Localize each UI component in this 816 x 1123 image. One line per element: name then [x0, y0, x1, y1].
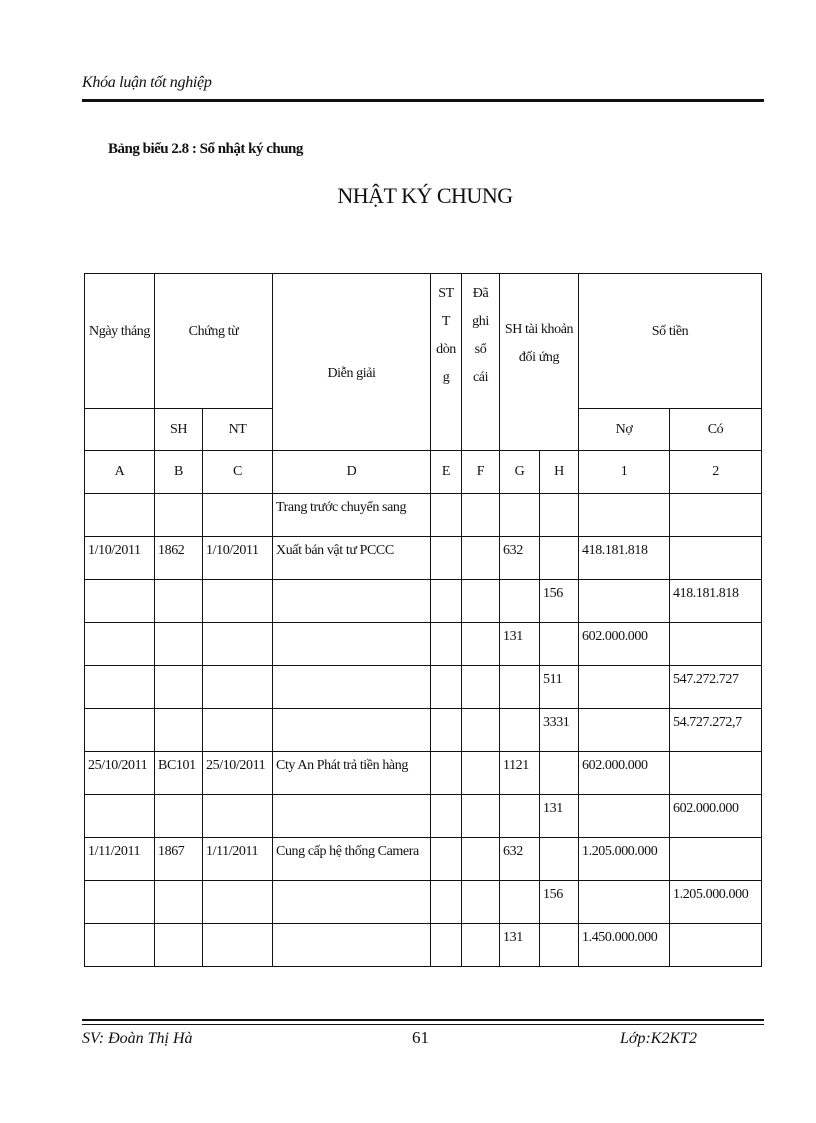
cell-description	[273, 924, 431, 967]
journal-row	[85, 709, 762, 752]
cell-account-credit: 156	[540, 881, 579, 924]
cell-account-debit	[500, 494, 540, 537]
cell-posted	[462, 580, 500, 623]
cell-doc-number	[155, 666, 203, 709]
cell-amount-debit	[579, 709, 670, 752]
header-da-ghi-line: sổ	[474, 342, 487, 357]
cell-amount-credit	[670, 537, 762, 580]
cell-doc-number	[155, 795, 203, 838]
column-code: 2	[670, 451, 762, 494]
cell-line-no	[431, 795, 462, 838]
journal-row	[85, 924, 762, 967]
cell-doc-number	[155, 881, 203, 924]
cell-account-credit: 131	[540, 795, 579, 838]
column-code: F	[462, 451, 500, 494]
cell-doc-number	[155, 709, 203, 752]
cell-doc-date	[203, 795, 273, 838]
journal-row	[85, 752, 762, 795]
header-ngay-thang-label: Ngày tháng	[89, 324, 150, 339]
cell-doc-date: 1/10/2011	[203, 537, 273, 580]
column-code: A	[85, 451, 155, 494]
footer-student: SV: Đoàn Thị Hà	[82, 1030, 193, 1047]
cell-amount-credit	[670, 924, 762, 967]
header-sh-tai-khoan-line: đối ứng	[518, 350, 560, 365]
cell-line-no	[431, 537, 462, 580]
journal-row	[85, 580, 762, 623]
column-code: C	[203, 451, 273, 494]
header-blank-cell	[85, 409, 155, 451]
cell-date	[85, 623, 155, 666]
header-sh-tai-khoan	[500, 274, 579, 451]
cell-amount-credit	[670, 752, 762, 795]
header-da-ghi-line: cái	[472, 370, 489, 385]
header-row-1	[85, 274, 762, 409]
cell-date	[85, 666, 155, 709]
cell-amount-debit: 602.000.000	[579, 623, 670, 666]
running-header: Khóa luận tốt nghiệp	[82, 74, 212, 91]
cell-amount-credit: 602.000.000	[670, 795, 762, 838]
header-dien-giai	[273, 274, 431, 451]
header-nt: NT	[203, 409, 273, 451]
journal-title: NHẬT KÝ CHUNG	[337, 183, 513, 208]
header-co: Có	[670, 409, 762, 451]
cell-line-no	[431, 752, 462, 795]
cell-description	[273, 709, 431, 752]
cell-doc-date: 25/10/2011	[203, 752, 273, 795]
cell-line-no	[431, 666, 462, 709]
cell-amount-debit	[579, 795, 670, 838]
cell-doc-date: 1/11/2011	[203, 838, 273, 881]
cell-amount-debit	[579, 494, 670, 537]
cell-account-credit: 511	[540, 666, 579, 709]
footer-class: Lớp:K2KT2	[620, 1030, 698, 1047]
cell-doc-date	[203, 881, 273, 924]
journal-row	[85, 838, 762, 881]
header-da-ghi-line: Đã	[472, 286, 489, 301]
cell-doc-date	[203, 580, 273, 623]
cell-posted	[462, 666, 500, 709]
column-code: H	[540, 451, 579, 494]
cell-doc-date	[203, 623, 273, 666]
cell-amount-credit	[670, 838, 762, 881]
cell-posted	[462, 537, 500, 580]
cell-description: Cung cấp hệ thống Camera	[273, 838, 431, 881]
journal-table	[84, 273, 762, 967]
cell-account-credit: 156	[540, 580, 579, 623]
cell-description	[273, 623, 431, 666]
header-no: Nợ	[579, 409, 670, 451]
header-sh-tai-khoan-line: SH tài khoản	[504, 322, 574, 337]
cell-date: 25/10/2011	[85, 752, 155, 795]
cell-doc-date	[203, 709, 273, 752]
journal-row	[85, 537, 762, 580]
header-stt-line: dòn	[436, 342, 456, 357]
cell-account-debit	[500, 881, 540, 924]
cell-doc-number: 1867	[155, 838, 203, 881]
cell-amount-credit	[670, 494, 762, 537]
cell-description	[273, 881, 431, 924]
cell-account-credit	[540, 494, 579, 537]
column-code: B	[155, 451, 203, 494]
header-so-tien-label: Số tiền	[651, 324, 689, 339]
cell-account-debit: 1121	[500, 752, 540, 795]
cell-amount-debit: 1.205.000.000	[579, 838, 670, 881]
column-code: E	[431, 451, 462, 494]
cell-date	[85, 795, 155, 838]
cell-amount-credit	[670, 623, 762, 666]
cell-description	[273, 795, 431, 838]
cell-date: 1/10/2011	[85, 537, 155, 580]
cell-account-credit	[540, 924, 579, 967]
cell-amount-credit: 1.205.000.000	[670, 881, 762, 924]
cell-doc-number: BC101	[155, 752, 203, 795]
cell-amount-credit: 418.181.818	[670, 580, 762, 623]
cell-date	[85, 580, 155, 623]
cell-posted	[462, 881, 500, 924]
cell-posted	[462, 838, 500, 881]
cell-account-debit: 632	[500, 838, 540, 881]
cell-line-no	[431, 924, 462, 967]
cell-posted	[462, 623, 500, 666]
page-number: 61	[412, 1028, 429, 1047]
cell-posted	[462, 494, 500, 537]
header-chung-tu-label: Chứng từ	[188, 324, 239, 339]
journal-body	[85, 494, 762, 967]
cell-date	[85, 924, 155, 967]
cell-account-debit: 131	[500, 623, 540, 666]
cell-line-no	[431, 709, 462, 752]
journal-row	[85, 881, 762, 924]
cell-account-credit	[540, 838, 579, 881]
cell-date: 1/11/2011	[85, 838, 155, 881]
cell-posted	[462, 709, 500, 752]
cell-description	[273, 580, 431, 623]
cell-amount-debit: 602.000.000	[579, 752, 670, 795]
cell-account-credit	[540, 623, 579, 666]
cell-doc-number	[155, 623, 203, 666]
cell-posted	[462, 924, 500, 967]
cell-description: Cty An Phát trả tiền hàng	[273, 752, 431, 795]
cell-doc-number: 1862	[155, 537, 203, 580]
cell-line-no	[431, 838, 462, 881]
cell-posted	[462, 752, 500, 795]
cell-description: Trang trước chuyển sang	[273, 494, 431, 537]
footer-rule-thin	[82, 1024, 764, 1025]
cell-doc-date	[203, 924, 273, 967]
cell-account-debit	[500, 666, 540, 709]
header-rule	[82, 99, 764, 102]
cell-line-no	[431, 494, 462, 537]
header-da-ghi-line: ghi	[472, 314, 489, 329]
cell-doc-number	[155, 924, 203, 967]
cell-account-debit: 131	[500, 924, 540, 967]
cell-line-no	[431, 623, 462, 666]
cell-account-credit	[540, 752, 579, 795]
table-caption: Bảng biểu 2.8 : Sổ nhật ký chung	[108, 141, 303, 157]
cell-doc-date	[203, 666, 273, 709]
header-chung-tu	[155, 274, 273, 409]
header-so-tien	[579, 274, 762, 409]
journal-row	[85, 494, 762, 537]
cell-line-no	[431, 580, 462, 623]
cell-date	[85, 881, 155, 924]
journal-row	[85, 666, 762, 709]
cell-amount-debit	[579, 881, 670, 924]
cell-doc-number	[155, 494, 203, 537]
header-stt-line: T	[441, 314, 451, 329]
cell-amount-debit	[579, 666, 670, 709]
journal-row	[85, 795, 762, 838]
header-da-ghi-so-cai	[462, 274, 500, 451]
cell-posted	[462, 795, 500, 838]
cell-doc-date	[203, 494, 273, 537]
cell-description	[273, 666, 431, 709]
cell-account-credit	[540, 537, 579, 580]
cell-amount-debit: 418.181.818	[579, 537, 670, 580]
cell-description: Xuất bán vật tư PCCC	[273, 537, 431, 580]
header-ngay-thang	[85, 274, 155, 409]
cell-amount-debit: 1.450.000.000	[579, 924, 670, 967]
cell-account-credit: 3331	[540, 709, 579, 752]
cell-date	[85, 709, 155, 752]
cell-account-debit	[500, 580, 540, 623]
column-code: 1	[579, 451, 670, 494]
cell-amount-debit	[579, 580, 670, 623]
cell-account-debit	[500, 795, 540, 838]
cell-doc-number	[155, 580, 203, 623]
journal-row	[85, 623, 762, 666]
header-dien-giai-label: Diễn giải	[327, 366, 376, 381]
cell-amount-credit: 54.727.272,7	[670, 709, 762, 752]
column-code: G	[500, 451, 540, 494]
cell-amount-credit: 547.272.727	[670, 666, 762, 709]
cell-date	[85, 494, 155, 537]
header-stt-dong	[431, 274, 462, 451]
footer-rule	[82, 1019, 764, 1021]
cell-account-debit	[500, 709, 540, 752]
column-code-row	[85, 451, 762, 494]
cell-line-no	[431, 881, 462, 924]
cell-account-debit: 632	[500, 537, 540, 580]
header-sh: SH	[155, 409, 203, 451]
header-stt-line: g	[442, 370, 450, 385]
header-stt-line: ST	[438, 286, 454, 301]
column-code: D	[273, 451, 431, 494]
